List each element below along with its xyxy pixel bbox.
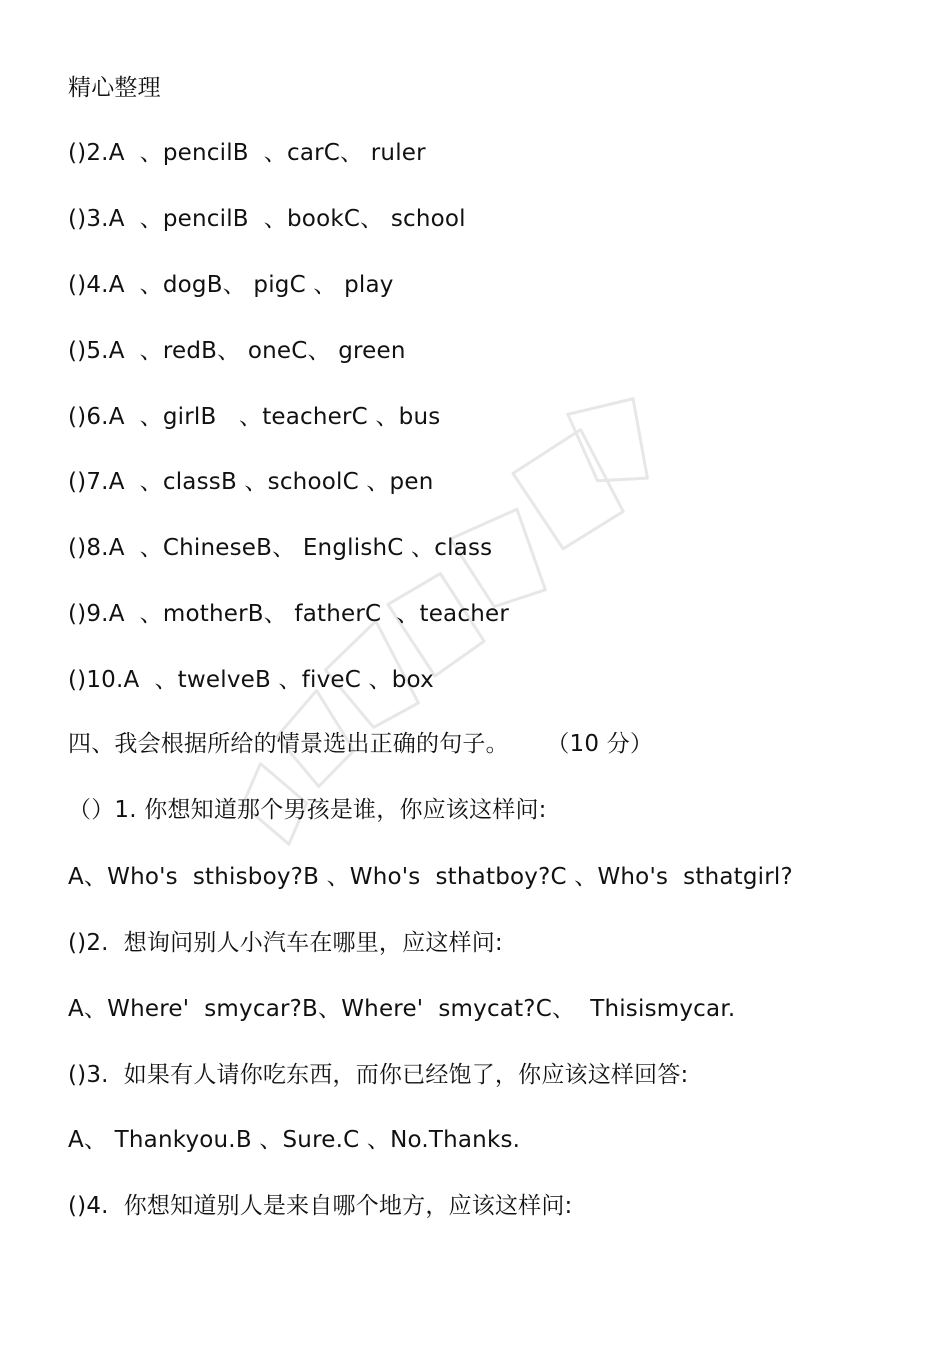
question-9: ()9.A 、motherB、 fatherC 、teacher [68,601,509,627]
page-header-title: 精心整理 [68,75,161,101]
question-6: ()6.A 、girlB 、teacherC 、bus [68,404,441,430]
situation-options-3: A、 Thankyou.B 、Sure.C 、No.Thanks. [68,1127,521,1153]
situation-question-1: （）1. 你想知道那个男孩是谁，你应该这样问: [68,797,547,823]
situation-options-1: A、Who's sthisboy?B 、Who's sthatboy?C 、Who's sthatgirl? [68,864,793,890]
question-10: ()10.A 、twelveB 、fiveC 、box [68,667,434,693]
situation-question-3: ()3. 如果有人请你吃东西，而你已经饱了，你应该这样回答: [68,1062,689,1088]
watermark-logo [130,360,810,920]
question-8: ()8.A 、ChineseB、 EnglishC 、class [68,535,493,561]
situation-options-2: A、Where' smycar?B、Where' smycat?C、 Thisismycar. [68,996,736,1022]
question-3: ()3.A 、pencilB 、bookC、 school [68,206,466,232]
question-2: ()2.A 、pencilB 、carC、 ruler [68,140,426,166]
section-4-heading: 四、我会根据所给的情景选出正确的句子。 （10 分） [68,731,654,757]
question-7: ()7.A 、classB 、schoolC 、pen [68,469,434,495]
question-4: ()4.A 、dogB、 pigC 、 play [68,272,394,298]
situation-question-4: ()4. 你想知道别人是来自哪个地方，应该这样问: [68,1193,573,1219]
question-5: ()5.A 、redB、 oneC、 green [68,338,406,364]
situation-question-2: ()2. 想询问别人小汽车在哪里，应这样问: [68,930,503,956]
